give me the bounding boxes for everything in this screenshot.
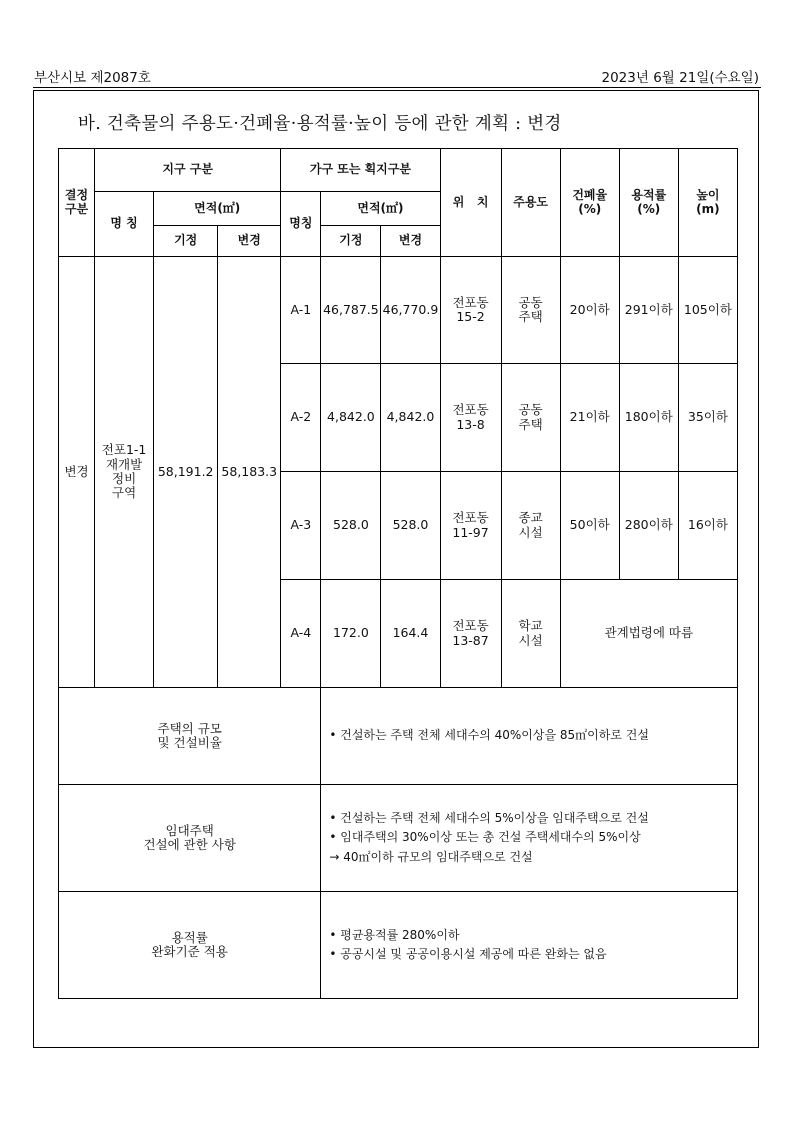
block-use: 종교 시설 — [501, 472, 560, 580]
district-area-existing: 58,191.2 — [154, 257, 218, 688]
block-area-change: 4,842.0 — [381, 364, 440, 472]
height-header: 높이 (m) — [678, 149, 737, 257]
block-far: 180이하 — [619, 364, 678, 472]
decision-value: 변경 — [59, 257, 95, 688]
block-name-header: 명칭 — [281, 192, 321, 257]
note-label: 임대주택 건설에 관한 사항 — [59, 785, 321, 892]
note-content: • 건설하는 주택 전체 세대수의 40%이상을 85㎡이하로 건설 — [321, 688, 738, 785]
header-divider — [33, 87, 761, 88]
block-area-change: 164.4 — [381, 580, 440, 688]
far-header: 용적률 (%) — [619, 149, 678, 257]
location-header: 위 치 — [440, 149, 501, 257]
block-bcr: 21이하 — [560, 364, 619, 472]
block-far: 280이하 — [619, 472, 678, 580]
block-existing-header: 기정 — [321, 226, 381, 257]
block-area-header: 면적(㎡) — [321, 192, 440, 226]
block-use: 학교 시설 — [501, 580, 560, 688]
block-area-existing: 4,842.0 — [321, 364, 381, 472]
decision-header: 결정 구분 — [59, 149, 95, 257]
block-area-change: 528.0 — [381, 472, 440, 580]
block-name: A-3 — [281, 472, 321, 580]
note-label: 용적률 완화기준 적용 — [59, 892, 321, 999]
block-bcr: 20이하 — [560, 257, 619, 364]
district-name-header: 명 칭 — [95, 192, 154, 257]
block-far: 291이하 — [619, 257, 678, 364]
block-height: 16이하 — [678, 472, 737, 580]
block-location: 전포동 11-97 — [440, 472, 501, 580]
block-height: 35이하 — [678, 364, 737, 472]
district-area-change: 58,183.3 — [218, 257, 281, 688]
district-header: 지구 구분 — [95, 149, 281, 192]
section-title: 바. 건축물의 주용도·건폐율·용적률·높이 등에 관한 계획 : 변경 — [78, 114, 562, 134]
block-height: 105이하 — [678, 257, 737, 364]
use-header: 주용도 — [501, 149, 560, 257]
note-content: • 건설하는 주택 전체 세대수의 5%이상을 임대주택으로 건설 • 임대주택의 30%이상 또는 총 건설 주택세대수의 5%이상 → 40㎡이하 규모의 임대주택으로 건설 — [321, 785, 738, 892]
block-location: 전포동 15-2 — [440, 257, 501, 364]
district-name: 전포1-1 재개발 정비 구역 — [95, 257, 154, 688]
district-area-header: 면적(㎡) — [154, 192, 281, 226]
bulletin-number: 부산시보 제2087호 — [34, 70, 151, 86]
block-location: 전포동 13-87 — [440, 580, 501, 688]
bcr-header: 건폐율 (%) — [560, 149, 619, 257]
block-name: A-4 — [281, 580, 321, 688]
note-content: • 평균용적률 280%이하 • 공공시설 및 공공이용시설 제공에 따른 완화는 없음 — [321, 892, 738, 999]
block-name: A-1 — [281, 257, 321, 364]
building-plan-table — [58, 148, 738, 999]
block-merged-note: 관계법령에 따름 — [560, 580, 737, 688]
block-change-header: 변경 — [381, 226, 440, 257]
block-area-existing: 172.0 — [321, 580, 381, 688]
district-change-header: 변경 — [218, 226, 281, 257]
block-use: 공동 주택 — [501, 257, 560, 364]
publication-date: 2023년 6월 21일(수요일) — [601, 70, 759, 86]
note-label: 주택의 규모 및 건설비율 — [59, 688, 321, 785]
block-area-change: 46,770.9 — [381, 257, 440, 364]
block-bcr: 50이하 — [560, 472, 619, 580]
block-header: 가구 또는 획지구분 — [281, 149, 440, 192]
block-area-existing: 528.0 — [321, 472, 381, 580]
district-existing-header: 기정 — [154, 226, 218, 257]
block-use: 공동 주택 — [501, 364, 560, 472]
block-name: A-2 — [281, 364, 321, 472]
block-location: 전포동 13-8 — [440, 364, 501, 472]
block-area-existing: 46,787.5 — [321, 257, 381, 364]
